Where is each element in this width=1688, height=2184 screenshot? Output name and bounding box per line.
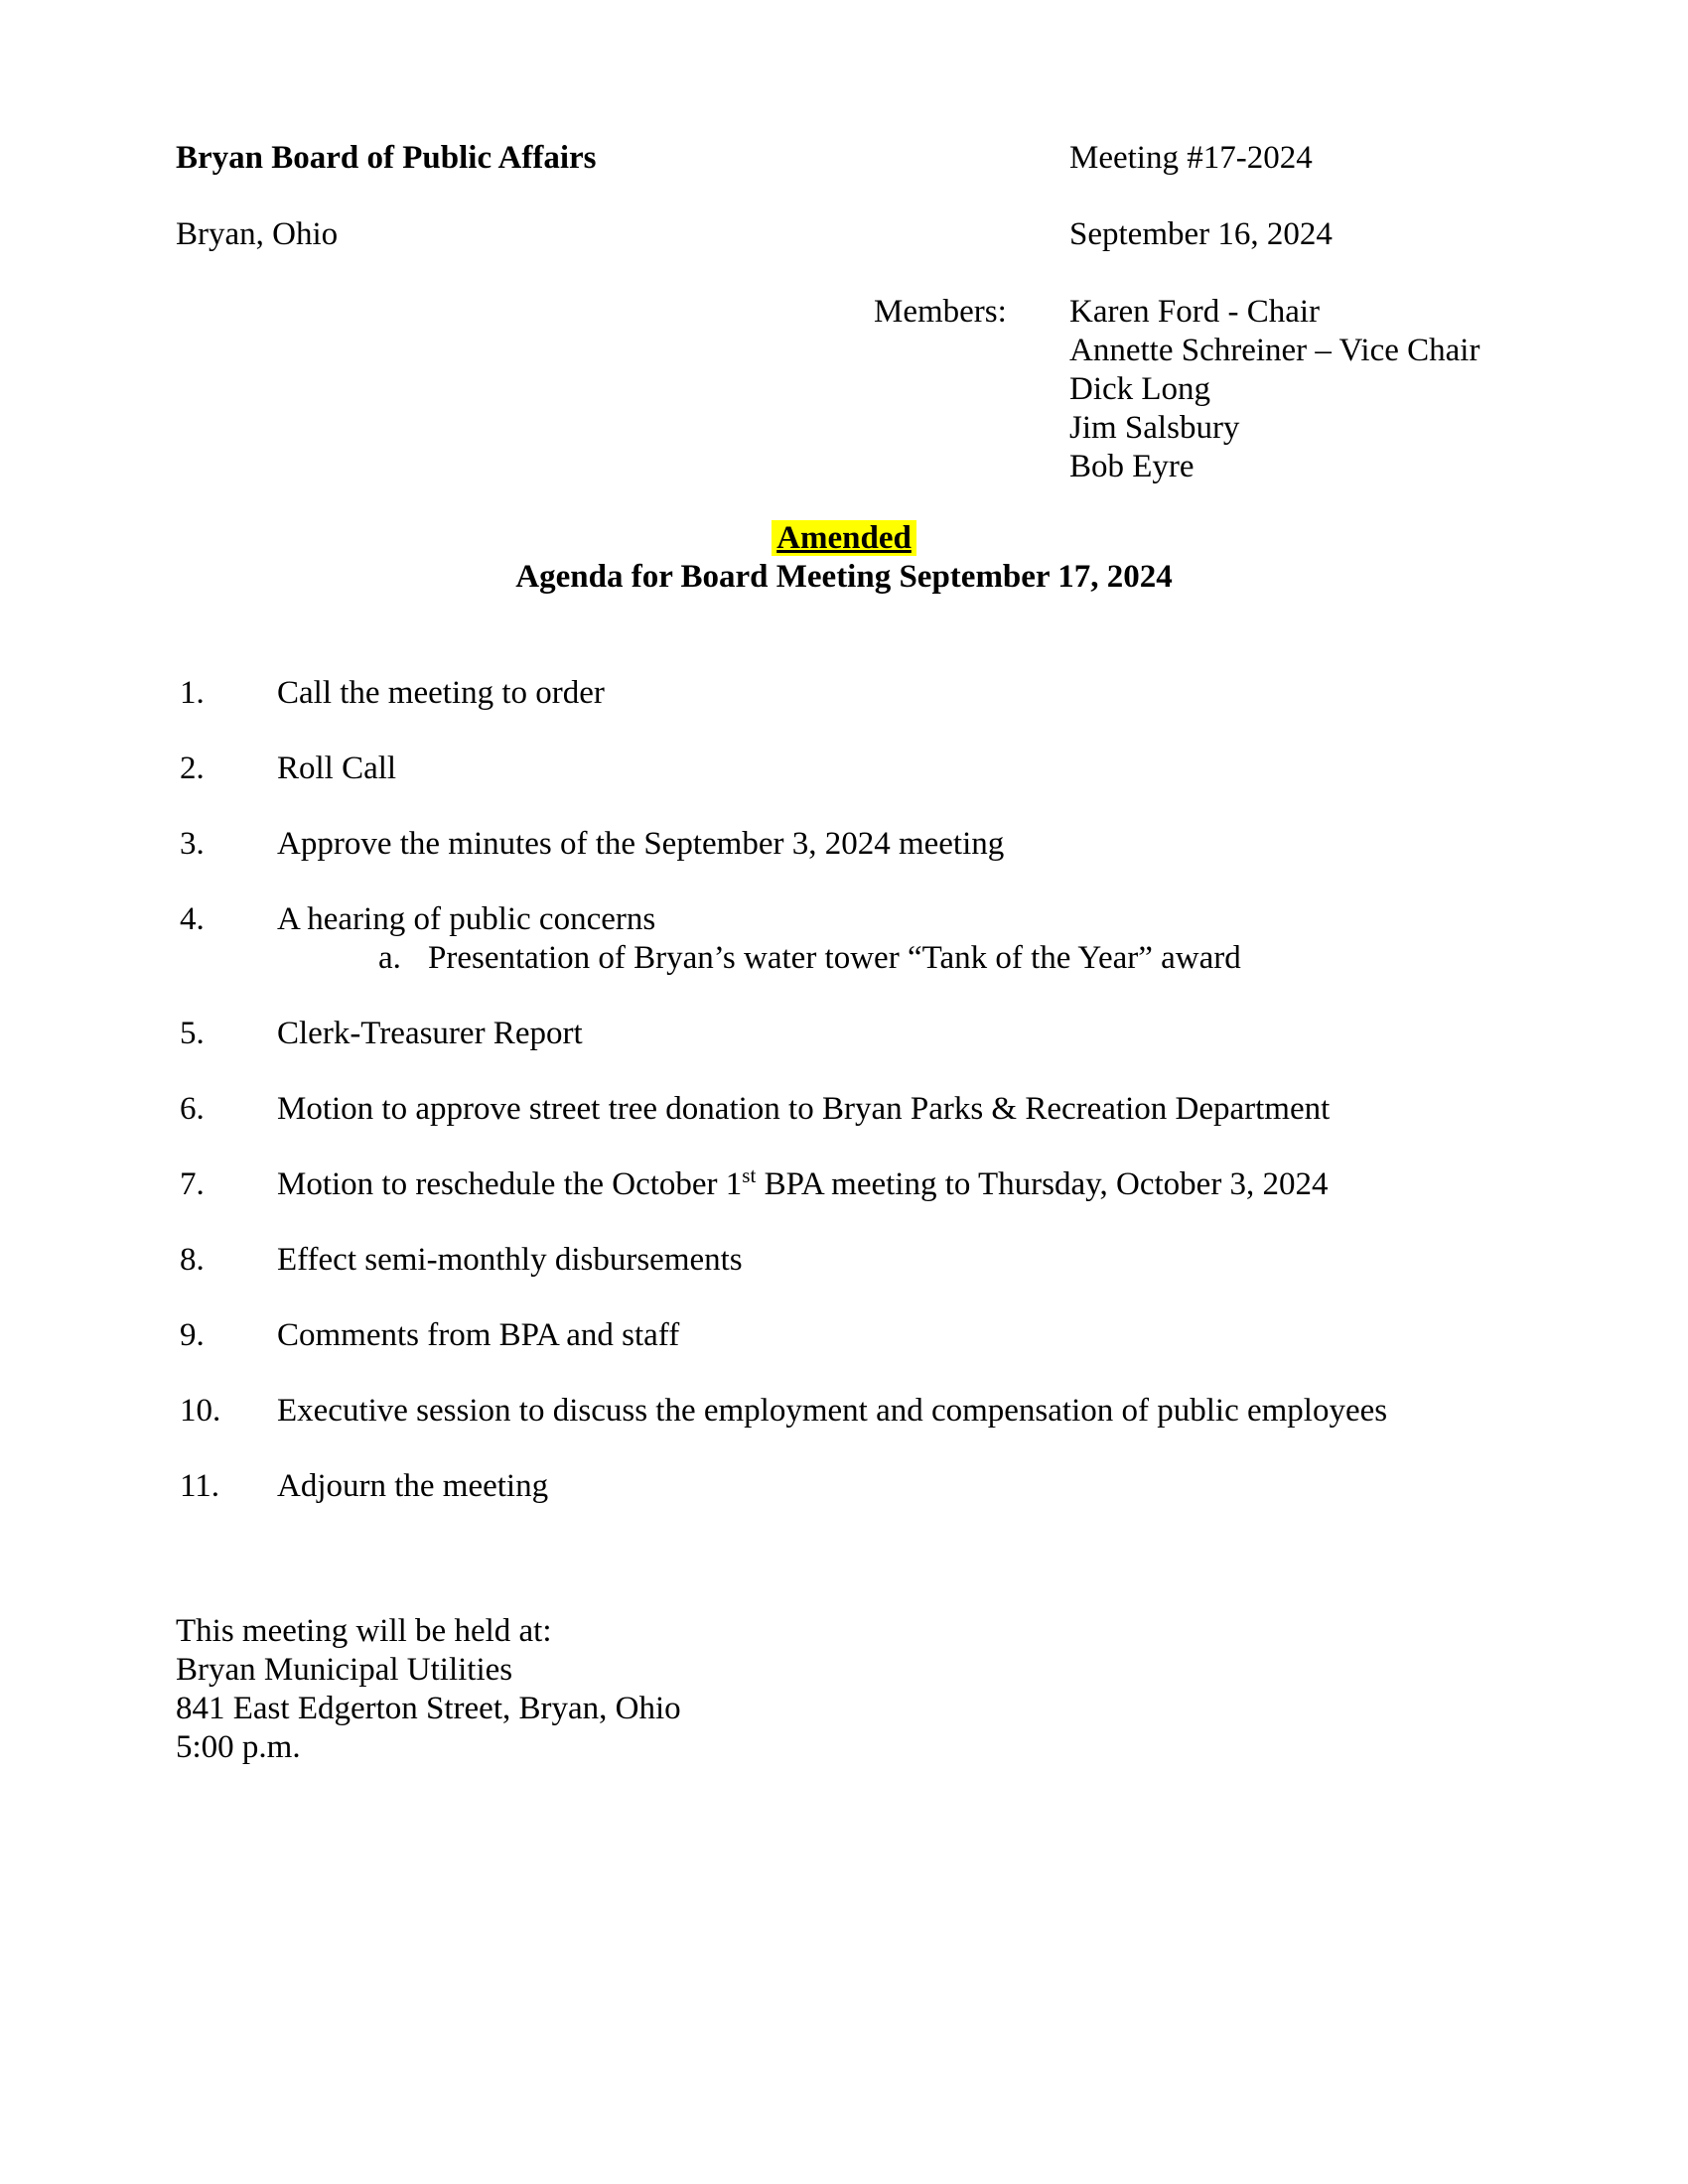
agenda-item-5: [0, 1015, 1688, 1053]
amended-line: [0, 519, 1688, 558]
item-number: 3.: [180, 826, 205, 862]
item-text: Adjourn the meeting: [277, 1468, 549, 1504]
subitem-text: Presentation of Bryan’s water tower “Tank of the Year” award: [428, 940, 1241, 976]
item-number: 2.: [180, 751, 205, 786]
item-text: Clerk-Treasurer Report: [277, 1016, 583, 1051]
footer-line: This meeting will be held at:: [176, 1613, 552, 1649]
item-text: Roll Call: [277, 751, 397, 786]
agenda-item-6: [0, 1090, 1688, 1129]
footer-line: Bryan Municipal Utilities: [176, 1652, 513, 1688]
agenda-list: [0, 674, 1688, 1543]
subitem-label: a.: [378, 940, 401, 976]
item-number: 6.: [180, 1091, 205, 1127]
agenda-subitem-4a: [378, 939, 1688, 978]
footer-line: 841 East Edgerton Street, Bryan, Ohio: [176, 1691, 681, 1726]
item-text: Motion to approve street tree donation to Bryan Parks & Recreation Department: [277, 1091, 1331, 1127]
amended-highlight: Amended: [772, 520, 916, 556]
agenda-heading: Agenda for Board Meeting September 17, 2024: [515, 559, 1173, 595]
meeting-date: September 16, 2024: [1069, 216, 1333, 252]
item-text: A hearing of public concerns: [277, 901, 656, 937]
member-name: Jim Salsbury: [1069, 410, 1240, 446]
item-text: [277, 1165, 1688, 1204]
item-text: Call the meeting to order: [277, 675, 605, 711]
item-number: 10.: [180, 1393, 221, 1429]
agenda-item-3: [0, 825, 1688, 864]
org-name: Bryan Board of Public Affairs: [176, 140, 597, 176]
agenda-item-4: [0, 900, 1688, 978]
item-number: 9.: [180, 1317, 205, 1353]
member-name: Dick Long: [1069, 371, 1211, 407]
item-number: 8.: [180, 1242, 205, 1278]
item-text: Executive session to discuss the employment and compensation of public employees: [277, 1393, 1388, 1429]
agenda-item-1: [0, 674, 1688, 713]
agenda-title-block: [0, 519, 1688, 597]
item-number: 1.: [180, 675, 205, 711]
agenda-item-9: [0, 1316, 1688, 1355]
item-number: 4.: [180, 901, 205, 937]
item-text: Effect semi-monthly disbursements: [277, 1242, 743, 1278]
members-list: [1069, 293, 1479, 486]
agenda-item-2: [0, 750, 1688, 788]
meeting-number: Meeting #17-2024: [1069, 140, 1313, 176]
item-number: 11.: [180, 1468, 220, 1504]
item-text: Approve the minutes of the September 3, 2024 meeting: [277, 826, 1005, 862]
member-name: Annette Schreiner – Vice Chair: [1069, 333, 1480, 368]
item-text: Comments from BPA and staff: [277, 1317, 680, 1353]
members-label: Members:: [874, 294, 1007, 330]
agenda-item-10: [0, 1392, 1688, 1431]
meeting-location-block: [176, 1612, 681, 1767]
agenda-item-11: [0, 1467, 1688, 1506]
member-name: Karen Ford - Chair: [1069, 294, 1321, 330]
item-text-post: BPA meeting to Thursday, October 3, 2024: [756, 1166, 1329, 1202]
item-number: 7.: [180, 1166, 205, 1202]
item-number: 5.: [180, 1016, 205, 1051]
agenda-item-8: [0, 1241, 1688, 1280]
ordinal-superscript: st: [742, 1163, 757, 1187]
footer-line: 5:00 p.m.: [176, 1729, 301, 1765]
city-state: Bryan, Ohio: [176, 216, 339, 252]
agenda-item-7: [0, 1165, 1688, 1204]
item-text-pre: Motion to reschedule the October 1: [277, 1166, 743, 1202]
member-name: Bob Eyre: [1069, 449, 1195, 484]
